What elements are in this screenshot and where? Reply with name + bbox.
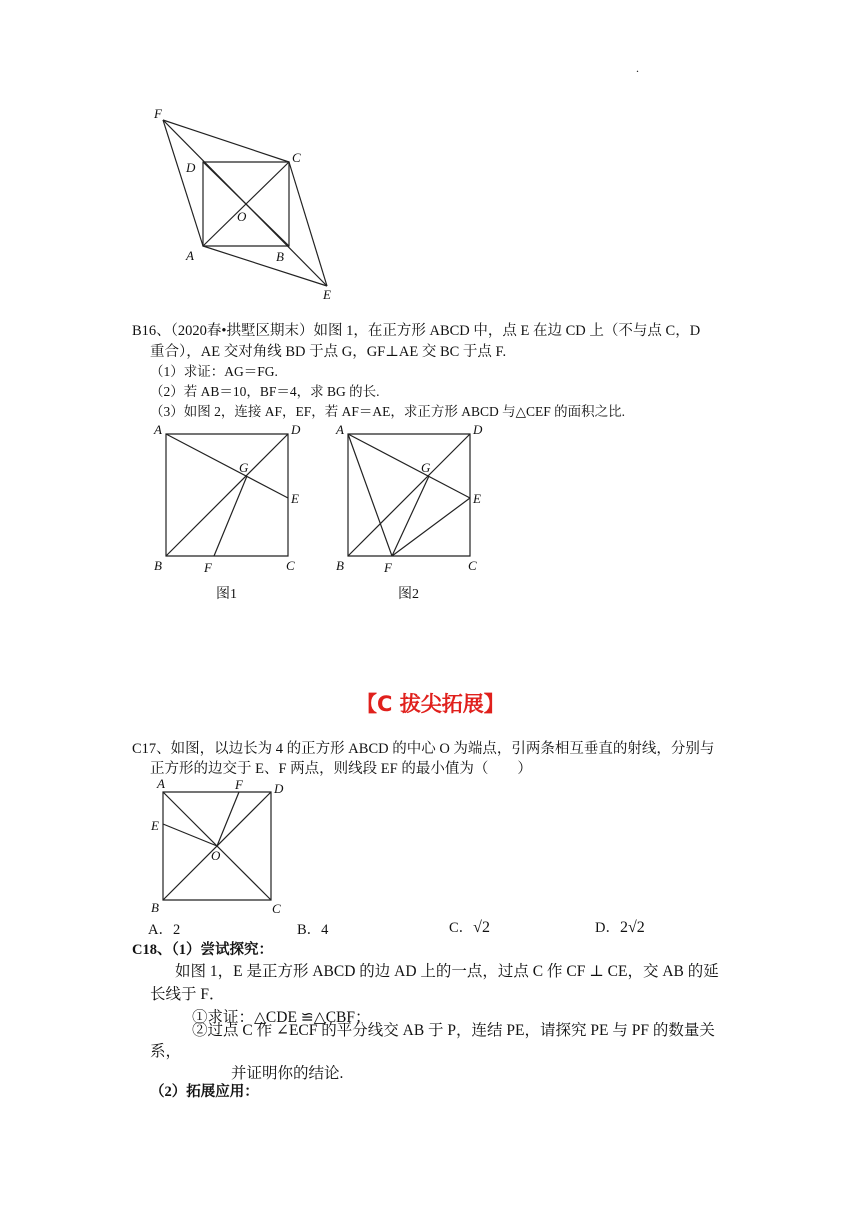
figure-1 [148, 418, 318, 608]
label-E: E [291, 491, 299, 506]
option-b-value: 4 [321, 922, 329, 938]
b16-q2: （2）若 AB＝10，BF＝4，求 BG 的长. [150, 384, 380, 399]
label-C: C [286, 558, 295, 573]
diag-bd [348, 434, 470, 556]
option-d[interactable] [595, 918, 645, 938]
figure-c17 [145, 774, 295, 922]
diag-bd [166, 434, 288, 556]
label-B: B [276, 249, 284, 264]
b16-q3: （3）如图 2，连接 AF，EF，若 AF＝AE，求正方形 ABCD 与△CEF 的面积之比. [150, 404, 626, 419]
c18-line1: 如图 1，E 是正方形 ABCD 的边 AD 上的一点，过点 C 作 CF ⊥ CE，交 AB 的延 [175, 963, 719, 980]
caption-fig2: 图2 [398, 587, 419, 602]
option-a-value: 2 [172, 922, 181, 938]
c17-line1: C17、如图，以边长为 4 的正方形 ABCD 的中心 O 为端点，引两条相互垂直的射线，分别与 [132, 741, 715, 757]
c18-line7: （2）拓展应用： [150, 1084, 259, 1100]
label-D: D [473, 422, 483, 437]
label-E: E [473, 491, 481, 506]
caption-fig1: 图1 [216, 587, 237, 602]
option-a-letter: A． [148, 922, 173, 938]
option-d-value: 2√2 [619, 919, 645, 936]
c18-line6: 并证明你的结论. [231, 1065, 344, 1082]
label-C: C [468, 558, 477, 573]
label-D: D [274, 781, 284, 796]
label-F: F [384, 560, 392, 575]
option-c-letter: C． [449, 920, 474, 936]
label-E: E [323, 287, 331, 302]
edge-ae [203, 246, 327, 286]
ray-oe [163, 824, 217, 846]
label-O: O [211, 848, 221, 863]
label-B: B [154, 558, 162, 573]
label-C: C [272, 901, 281, 916]
page-mark: . [636, 61, 639, 75]
label-G: G [239, 460, 249, 475]
c18-title: C18、（1）尝试探究： [132, 942, 273, 958]
c17-line2: 正方形的边交于 E、F 两点，则线段 EF 的最小值为（ ） [150, 761, 532, 777]
c18-line2: 长线于 F． [150, 986, 225, 1003]
label-O: O [237, 209, 247, 224]
seg-ae [166, 434, 288, 498]
label-B: B [336, 558, 344, 573]
label-A: A [154, 422, 162, 437]
seg-gf [214, 476, 247, 556]
option-b[interactable] [297, 920, 328, 940]
option-d-letter: D． [595, 920, 620, 936]
seg-af [348, 434, 392, 556]
seg-ae [348, 434, 470, 498]
label-A: A [336, 422, 344, 437]
c18-line5: 系， [150, 1043, 182, 1060]
section-heading: 【C 拔尖拓展】 [356, 692, 505, 716]
figure-top-rhombus [140, 100, 350, 305]
label-A: A [157, 776, 165, 791]
b16-line2: 重合），AE 交对角线 BD 于点 G，GF⊥AE 交 BC 于点 F. [150, 344, 507, 360]
label-E: E [151, 818, 159, 833]
b16-q1: （1）求证：AG＝FG. [150, 364, 278, 379]
edge-fc [163, 120, 289, 162]
label-F: F [204, 560, 212, 575]
option-c[interactable] [449, 918, 490, 938]
label-F: F [235, 777, 243, 792]
seg-gf [392, 476, 429, 556]
label-C: C [292, 150, 301, 165]
label-D: D [186, 160, 196, 175]
ray-of [217, 792, 239, 846]
c18-line3: ①求证：△CDE ≌△CBF； [192, 1009, 371, 1026]
label-B: B [151, 900, 159, 915]
figure-2 [330, 418, 490, 608]
option-b-letter: B． [297, 922, 322, 938]
label-F: F [154, 106, 162, 121]
label-D: D [291, 422, 301, 437]
label-A: A [186, 248, 194, 263]
option-a[interactable] [148, 920, 180, 940]
option-c-value: √2 [473, 919, 490, 936]
edge-fa [163, 120, 203, 246]
b16-line1: B16、（2020春•拱墅区期末）如图 1，在正方形 ABCD 中，点 E 在边 CD 上（不与点 C，D [132, 323, 701, 339]
seg-fe [392, 498, 470, 556]
c18-line4: ②过点 C 作 ∠ECF 的平分线交 AB 于 P，连结 PE，请探究 PE 与 PF 的数量关 [192, 1022, 715, 1039]
label-G: G [421, 460, 431, 475]
